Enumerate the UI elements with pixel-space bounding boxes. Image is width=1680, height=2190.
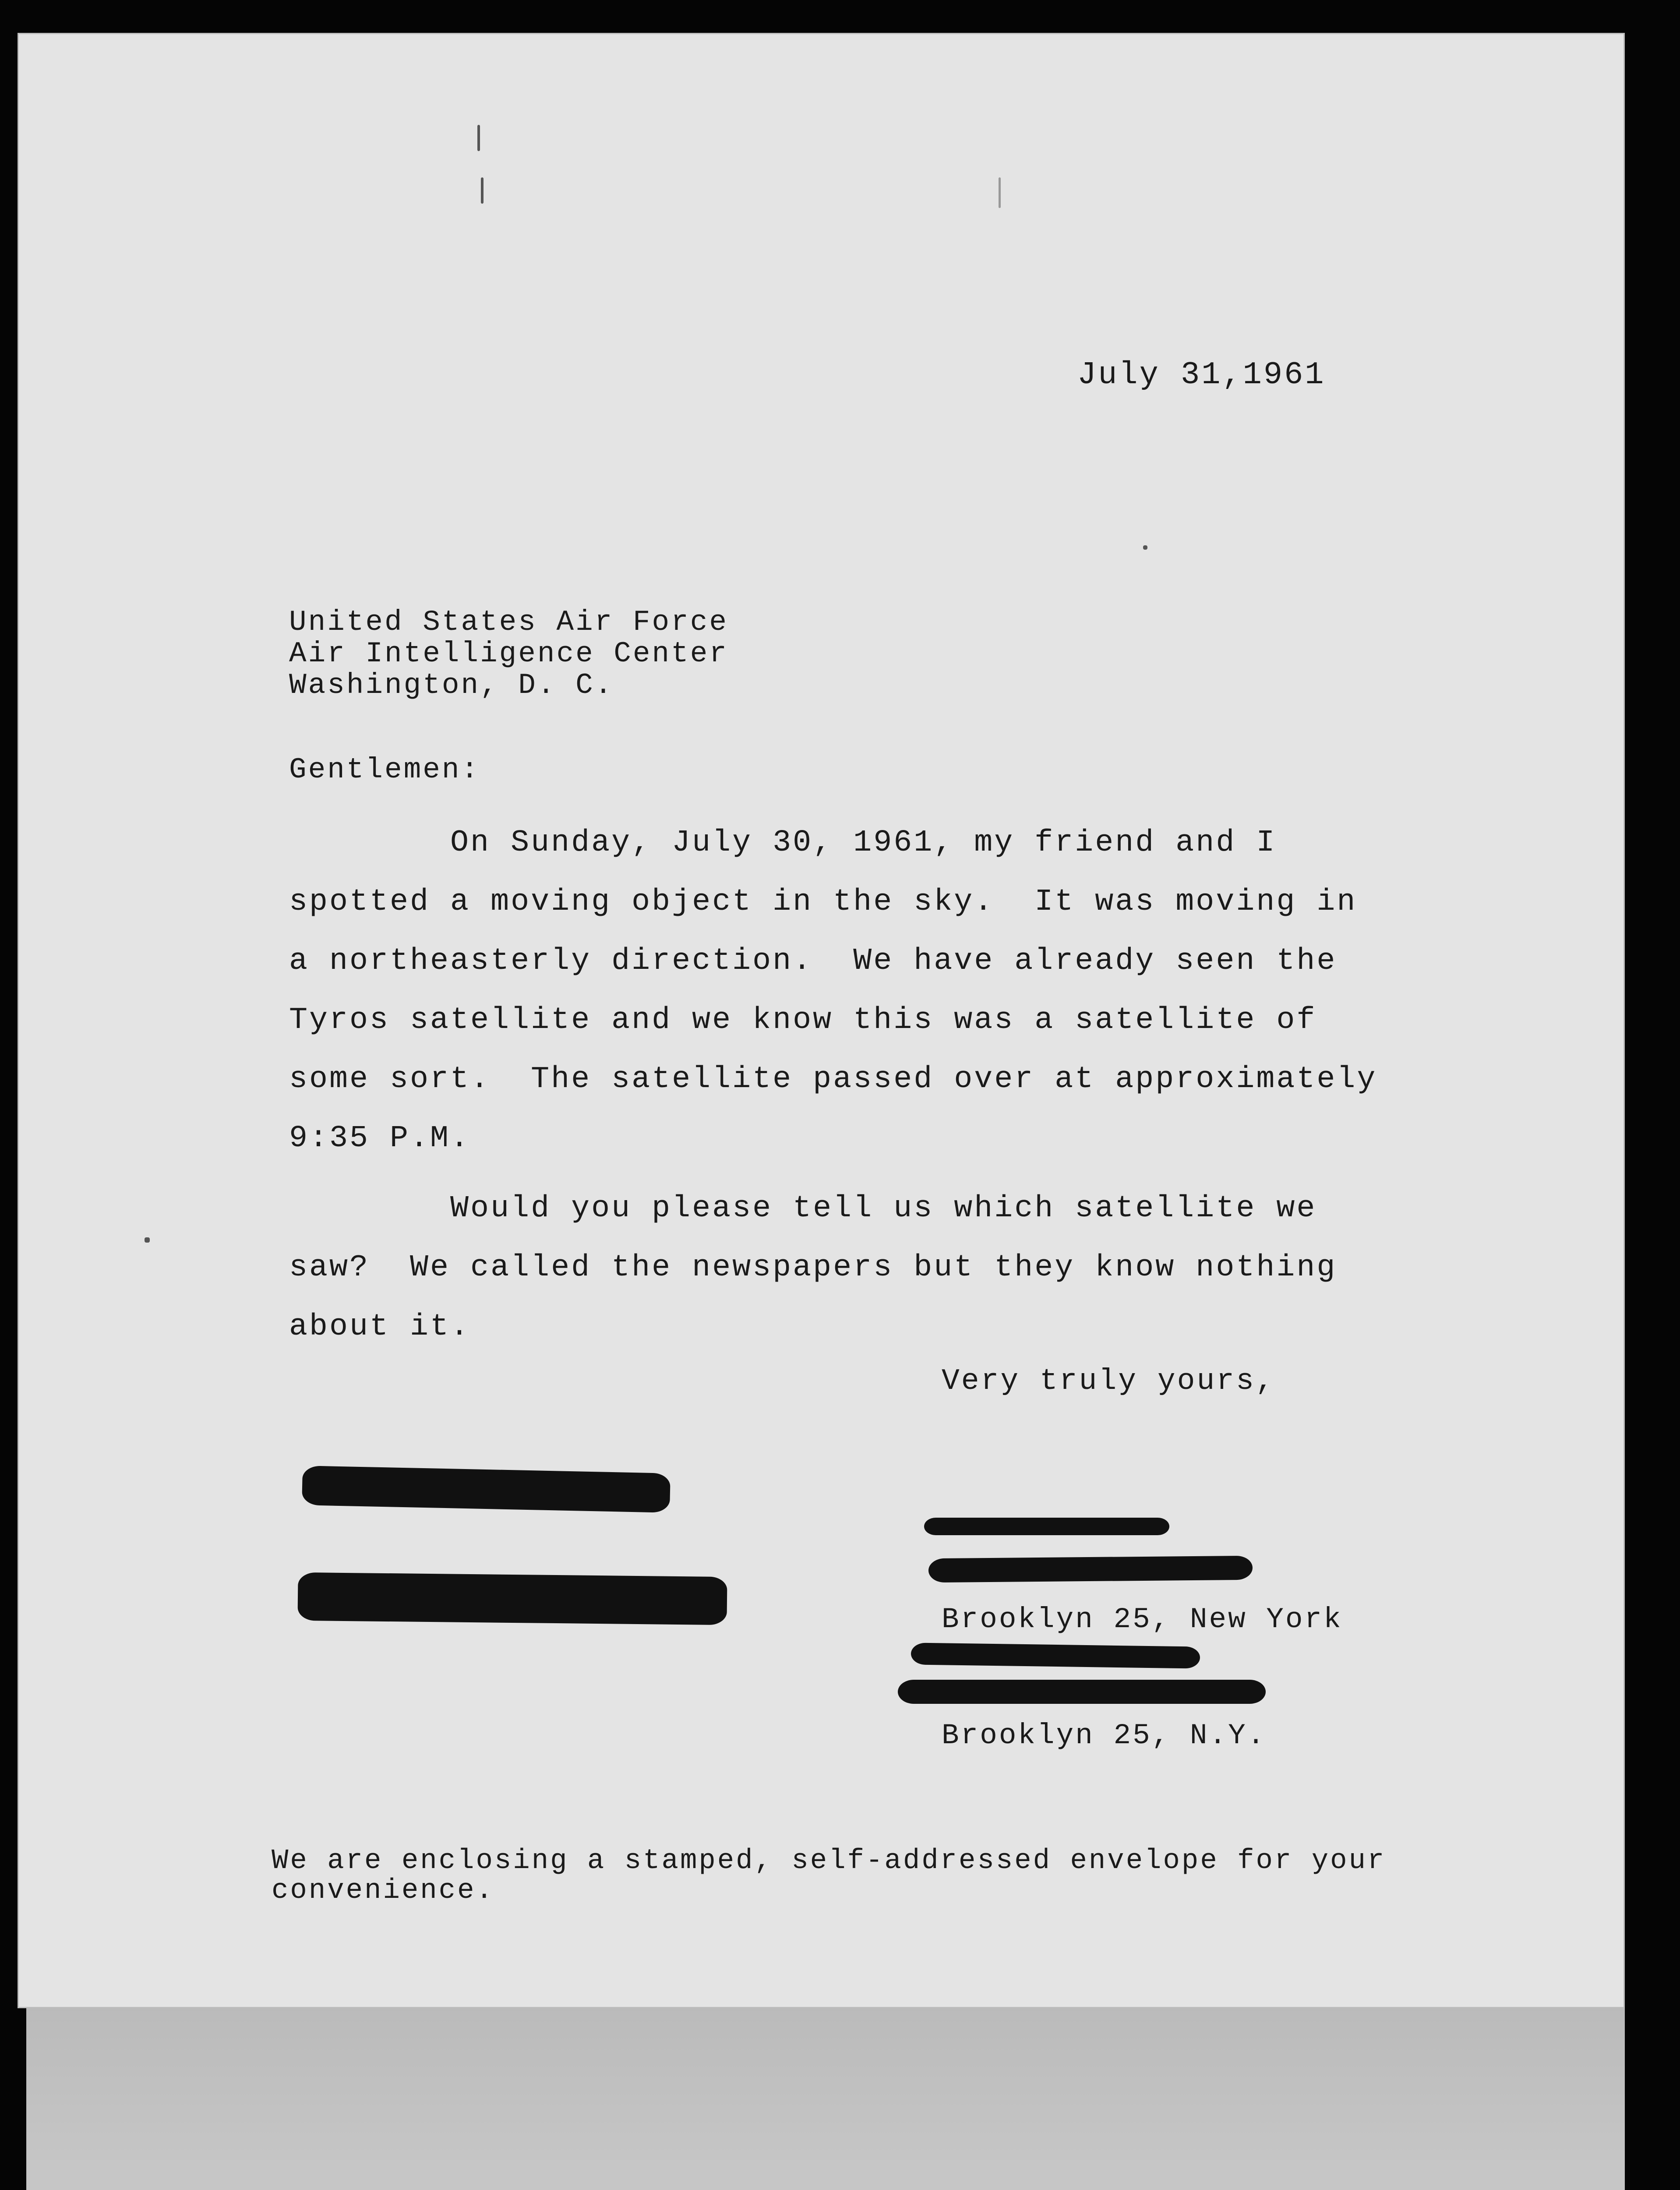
- paragraph-1-line-1: On Sunday, July 30, 1961, my friend and I: [289, 826, 1277, 860]
- redaction-block: [898, 1680, 1266, 1704]
- paragraph-1-line-3: a northeasterly direction. We have already seen the: [289, 944, 1337, 978]
- postscript: [272, 1846, 1386, 1906]
- address-line-2: Air Intelligence Center: [289, 637, 728, 670]
- paper-speck: [145, 1237, 150, 1243]
- salutation: Gentlemen:: [289, 753, 480, 786]
- letter-date: July 31,1961: [1077, 357, 1326, 393]
- redaction-block: [924, 1518, 1169, 1535]
- redaction-block: [297, 1572, 727, 1625]
- paper-speck: [481, 177, 484, 204]
- paper-speck: [999, 177, 1001, 208]
- return-city-1: Brooklyn 25, New York: [942, 1603, 1343, 1636]
- paragraph-1-line-2: spotted a moving object in the sky. It was moving in: [289, 885, 1357, 919]
- redaction-block: [928, 1556, 1253, 1582]
- redaction-block: [302, 1466, 671, 1513]
- paragraph-1-line-5: some sort. The satellite passed over at approximately: [289, 1062, 1377, 1097]
- paper-speck: [477, 125, 480, 151]
- closing: Very truly yours,: [942, 1364, 1275, 1398]
- postscript-line-1: We are enclosing a stamped, self-addressed envelope for your: [272, 1845, 1386, 1877]
- paragraph-1-line-4: Tyros satellite and we know this was a satellite of: [289, 1003, 1317, 1038]
- paper-speck: [1143, 545, 1147, 550]
- return-city-2: Brooklyn 25, N.Y.: [942, 1719, 1267, 1752]
- underlying-sheet: [26, 1989, 1625, 2190]
- paragraph-1-line-6: 9:35 P.M.: [289, 1121, 471, 1156]
- letter-page: [18, 33, 1625, 2008]
- paragraph-2-line-3: about it.: [289, 1310, 471, 1344]
- address-line-1: United States Air Force: [289, 606, 728, 639]
- paragraph-2-line-2: saw? We called the newspapers but they know nothing: [289, 1250, 1337, 1285]
- postscript-line-2: convenience.: [272, 1875, 494, 1907]
- recipient-address: [289, 607, 728, 701]
- paragraph-2-line-1: Would you please tell us which satellite we: [289, 1191, 1317, 1226]
- address-line-3: Washington, D. C.: [289, 669, 614, 702]
- redaction-block: [911, 1642, 1200, 1668]
